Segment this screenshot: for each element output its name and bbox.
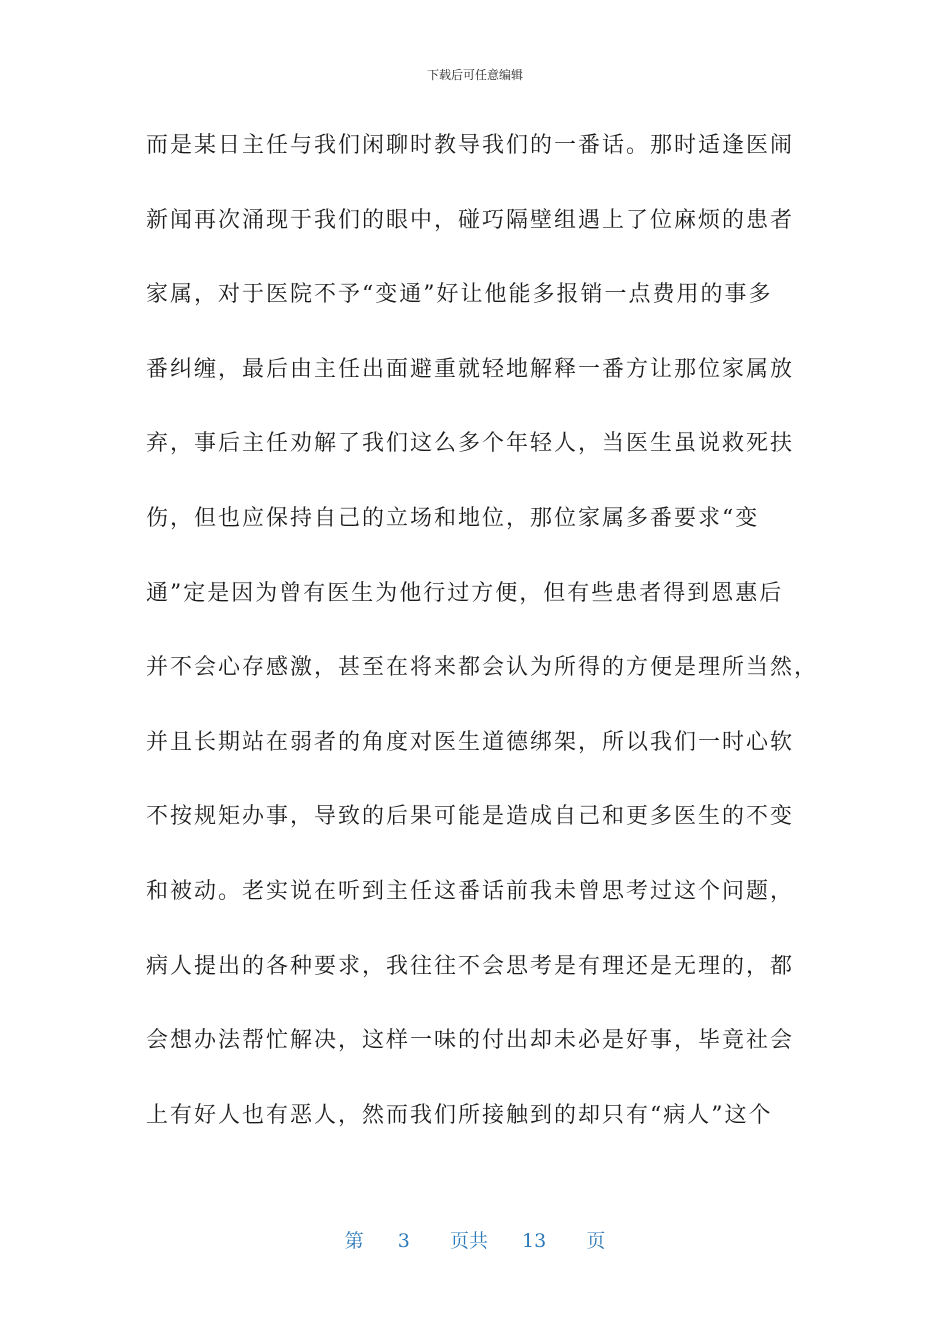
body-line: 并且长期站在弱者的角度对医生道德绑架，所以我们一时心软 [146,729,795,755]
body-line: 通”定是因为曾有医生为他行过方便，但有些患者得到恩惠后 [146,580,784,606]
page-footer-middle: 页共 [449,1230,488,1252]
body-line: 家属，对于医院不予“变通”好让他能多报销一点费用的事多 [146,282,773,308]
body-line: 会想办法帮忙解决，这样一味的付出却未必是好事，毕竟社会 [146,1028,795,1054]
page-footer-suffix: 页 [586,1230,606,1252]
body-line: 上有好人也有恶人，然而我们所接触到的却只有“病人”这个 [146,1102,773,1128]
page-footer [0,1226,950,1253]
page-header: 下载后可任意编辑 [426,68,523,82]
body-line: 而是某日主任与我们闲聊时教导我们的一番话。那时适逢医闹 [146,133,795,158]
body-line: 病人提出的各种要求，我往往不会思考是有理还是无理的，都 [146,953,795,979]
body-line: 并不会心存感激，甚至在将来都会认为所得的方便是理所当然， [146,655,819,681]
body-line: 伤，但也应保持自己的立场和地位，那位家属多番要求“变 [146,505,760,531]
body-line: 和被动。老实说在听到主任这番话前我未曾思考过这个问题， [146,878,795,904]
body-line: 番纠缠，最后由主任出面避重就轻地解释一番方让那位家属放 [146,356,795,382]
page-number-current: 3 [397,1230,410,1252]
body-line: 弃，事后主任劝解了我们这么多个年轻人，当医生虽说救死扶 [146,431,795,457]
page-footer-prefix: 第 [344,1230,364,1252]
body-text [146,126,826,1170]
body-line: 不按规矩办事，导致的后果可能是造成自己和更多医生的不变 [146,804,795,830]
body-line: 新闻再次涌现于我们的眼中，碰巧隔壁组遇上了位麻烦的患者 [146,207,795,233]
page-number-total: 13 [522,1230,547,1252]
